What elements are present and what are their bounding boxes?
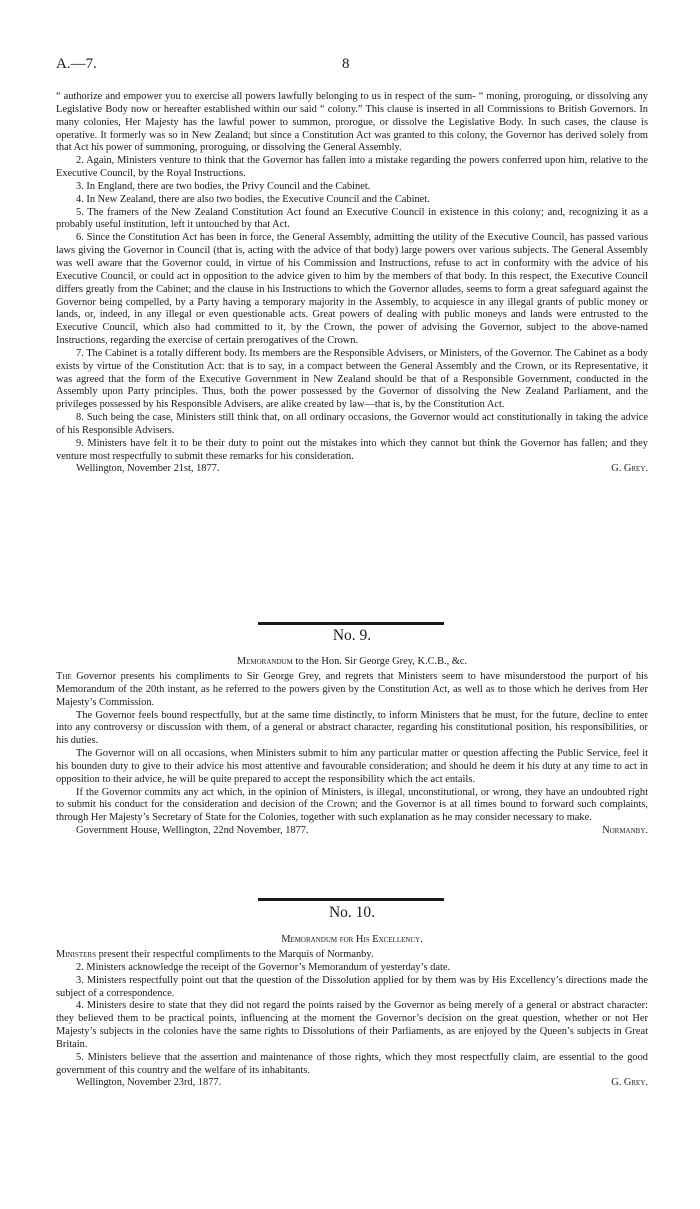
paragraph: 7. The Cabinet is a totally different body. Its members are the Responsible Advisers, or Ministers, of the Governor. The Cabinet as a body exists by virtue of the Constitution Act: that is to say, in a compact between the General Assembly and the Crown, or its Representative, it was agreed that the form of the Executive Government in New Zealand should be that of a Responsible Government, conducted in the Assembly upon Party principles. Thus, both the power possessed by the Governor of dissolving the New Zealand Parliament, and the privileges possessed by his Responsible Advisers, are alike created by law—that is, by the Constitution Act. (56, 347, 648, 411)
document-reference: A.—7. (56, 56, 97, 72)
signature-place-date: Wellington, November 21st, 1877. (76, 463, 220, 475)
paragraph: 5. The framers of the New Zealand Constitution Act found an Executive Council in existence in this colony; and, recognizing it as a probably useful institution, left it untouched by that Act. (56, 206, 648, 231)
memorandum-no-9 (56, 671, 648, 838)
paragraph: The Governor will on all occasions, when Ministers submit to him any particular matter or question affecting the Public Service, feel it his bounden duty to give to their advice his most attentive and favourable consideration; and should he deem it his duty at any time to act in opposition to their advice, he will be quite prepared to accept the responsibility which the act entails. (56, 748, 648, 785)
memo-title-rest: to the Hon. Sir George Grey, K.C.B., &c. (295, 656, 468, 667)
paragraph: 2. Ministers acknowledge the receipt of the Governor’s Memorandum of yesterday’s date. (76, 961, 451, 973)
signature-place-date: Wellington, November 23rd, 1877. (76, 1077, 222, 1089)
paragraph: 5. Ministers believe that the assertion and maintenance of those rights, which they most respectfully claim, are essential to the good government of this country and the welfare of its inhabitants. (56, 1051, 648, 1076)
paragraph: 4. In New Zealand, there are also two bodies, the Executive Council and the Cabinet. (76, 193, 430, 205)
lead-word: The (56, 671, 72, 682)
paragraph: 4. Ministers desire to state that they did not regard the points raised by the Governor as being merely of a general or abstract character: they believed them to be practical points, influencing at the moment the Governor’s decision on the great question, whether or not Her Majesty’s subjects in the colonies have the same rights to Dissolutions of their Parliaments, as are enjoyed by the Queen’s subjects in Great Britain. (56, 1000, 648, 1050)
memorandum-no-10 (56, 949, 648, 1090)
section-divider (258, 622, 444, 625)
signature-line (56, 463, 648, 476)
paragraph: “ authorize and empower you to exercise all powers lawfully belonging to us in respect of the sum- “ moning, proroguing, or dissolving any Legislative Body now or hereafter established within our said “ colony.” This clause is inserted in all Commissions to British Governors. In many colonies, Her Majesty has the lawful power to summon, prorogue, or dissolve the Legislative Body. In such cases, the clause is operative. It formerly was so in New Zealand; but since a Constitution Act was granted to this colony, the Governor has derived solely from that Act his power of summoning, proroguing, or dissolving the General Assembly. (56, 91, 648, 154)
section-heading: No. 9. (332, 627, 372, 644)
paragraph: The Governor feels bound respectfully, but at the same time distinctly, to inform Ministers that he must, for the future, decline to enter into any controversy or discussion with them, of a general or abstract character, regarding his constitutional position, his responsibilities, or his duties. (56, 709, 648, 747)
section-divider (258, 898, 444, 901)
memo-title (56, 656, 648, 669)
memo-title-rest: for His Excellency. (339, 934, 423, 945)
section-heading: No. 10. (328, 904, 376, 921)
paragraph: 9. Ministers have felt it to be their duty to point out the mistakes into which they cannot but think the Governor has fallen; and they venture most respectfully to submit these remarks for his consideration. (56, 437, 648, 462)
paragraph: 3. Ministers respectfully point out that the question of the Dissolution applied for by them was by His Excellency’s directions made the subject of a correspondence. (56, 974, 648, 999)
paragraph: 6. Since the Constitution Act has been in force, the General Assembly, admitting the utility of the Executive Council, has passed various laws giving the Governor in Council (that is, acting with the advice of that body) large powers over various subjects. The General Assembly was well aware that the Governor could, in virtue of his Commission and Instructions, refuse to act in conformity with the advice of his Executive Council, or could act in opposition to the advice given to him by the members of that body. In this respect, the Executive Council differs greatly from the Cabinet; and the clause in his Instructions to which the Governor alludes, seems to form a great safeguard against the Governor being compelled, by a Party having a temporary majority in the Assembly, to acquiesce in any illegal grants of public money or lands, or, indeed, in any illegal or even questionable acts. Great powers of dealing with public moneys and lands were entrusted to the Executive Council, which also had committed to it, by the Crown, the power of advising the Governor, subject to the above-named Instructions, regarding the exercise of certain prerogatives of the Crown. (56, 232, 648, 347)
page-header (56, 58, 648, 78)
continued-memorandum (56, 91, 648, 476)
paragraph: 2. Again, Ministers venture to think that the Governor has fallen into a mistake regarding the powers conferred upon him, relative to the Executive Council, by the Royal Instructions. (56, 155, 648, 180)
memo-title-prefix: Memorandum (281, 934, 338, 945)
lead-word: Ministers (56, 949, 96, 960)
memo-title-prefix: Memorandum (236, 656, 293, 667)
page-number: 8 (342, 56, 350, 72)
signature-line (56, 825, 648, 838)
opening-paragraph (56, 671, 648, 710)
signature-signer: G. Grey. (611, 1077, 648, 1089)
memo-title (56, 934, 648, 947)
opening-text: present their respectful compliments to the Marquis of Normanby. (98, 949, 374, 960)
paragraph: If the Governor commits any act which, in the opinion of Ministers, is illegal, unconstitutional, or wrong, they have an undoubted right to submit his conduct for the consideration and decision of the Crown; and the Governor is at all times bound to forward such complaints, through Her Majesty’s Secretary of State for the Colonies, together with such explanation as he may consider necessary to make. (56, 786, 648, 824)
signature-signer: Normanby. (602, 825, 648, 837)
signature-line (56, 1077, 648, 1090)
paragraph: 8. Such being the case, Ministers still think that, on all ordinary occasions, the Governor would act constitutionally in taking the advice of his Responsible Advisers. (56, 412, 648, 436)
opening-text: Governor presents his compliments to Sir George Grey, and regrets that Ministers seem to have misunderstood the purport of his Memorandum of the 20th instant, as he referred to the powers given by the Constitution Act, as well as to those which he derives from Her Majesty’s Commission. (56, 671, 648, 708)
signature-place-date: Government House, Wellington, 22nd November, 1877. (76, 825, 309, 837)
paragraph: 3. In England, there are two bodies, the Privy Council and the Cabinet. (76, 180, 371, 192)
signature-signer: G. Grey. (611, 463, 648, 475)
opening-paragraph (56, 949, 648, 962)
